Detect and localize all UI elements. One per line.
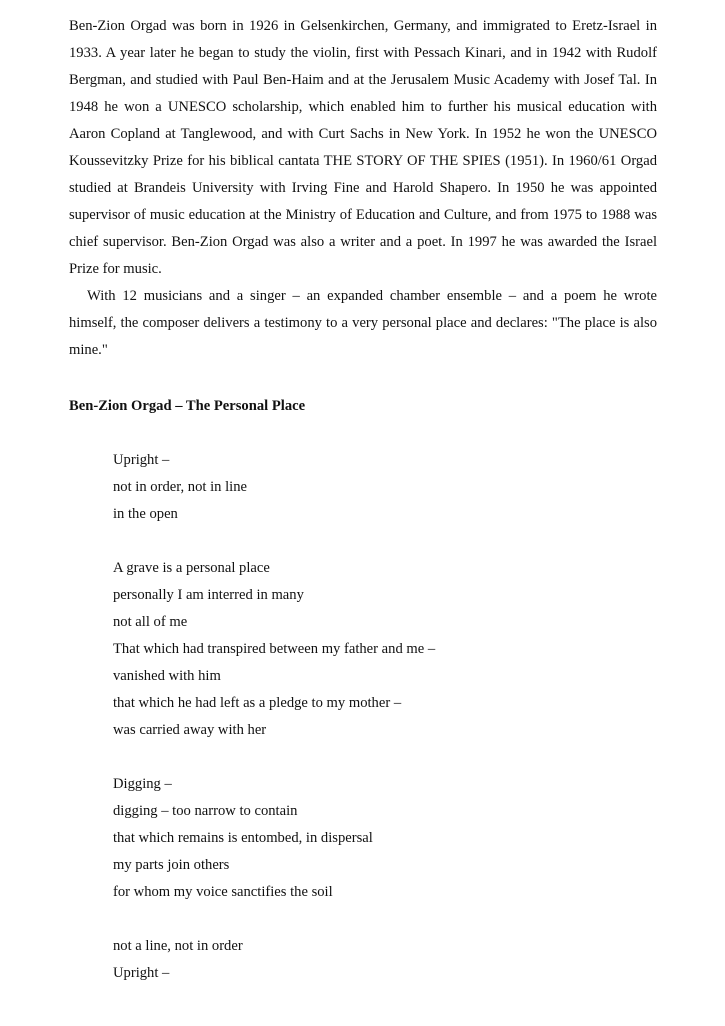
poem-line: That which had transpired between my father and me – [113, 641, 436, 657]
poem-line: not all of me [113, 614, 188, 630]
poem-line: was carried away with her [113, 722, 267, 738]
poem-stanza [113, 447, 435, 528]
poem-line: not in order, not in line [113, 479, 247, 495]
poem-line: A grave is a personal place [113, 560, 270, 576]
poem-line: Upright – [113, 965, 170, 981]
poem-line: vanished with him [113, 668, 221, 684]
poem-line: Digging – [113, 776, 172, 792]
poem-line: that which remains is entombed, in dispersal [113, 830, 373, 846]
biography-paragraph: Ben-Zion Orgad was born in 1926 in Gelsenkirchen, Germany, and immigrated to Eretz-Israel in 1933. A year later he began to study the violin, first with Pessach Kinari, and in 1942 with Rudolf Bergman, and studied with Paul Ben-Haim and at the Jerusalem Music Academy with Josef Tal. In 1948 he won a UNESCO scholarship, which enabled him to further his musical education with Aaron Copland at Tanglewood, and with Curt Sachs in New York. In 1952 he won the UNESCO Koussevitzky Prize for his biblical cantata THE STORY OF THE SPIES (1951). In 1960/61 Orgad studied at Brandeis University with Irving Fine and Harold Shapero. In 1950 he was appointed supervisor of music education at the Ministry of Education and Culture, and from 1975 to 1988 was chief supervisor. Ben-Zion Orgad was also a writer and a poet. In 1997 he was awarded the Israel Prize for music. [69, 18, 657, 277]
poem-line: my parts join others [113, 857, 230, 873]
poem-line: personally I am interred in many [113, 587, 304, 603]
biography-section [69, 13, 657, 364]
poem-stanza [113, 933, 435, 987]
poem-line: for whom my voice sanctifies the soil [113, 884, 333, 900]
poem-stanza [113, 555, 435, 744]
poem-line: Upright – [113, 452, 170, 468]
biography-paragraph: With 12 musicians and a singer – an expanded chamber ensemble – and a poem he wrote himself, the composer delivers a testimony to a very personal place and declares: "The place is also mine." [69, 288, 657, 358]
poem-title: Ben-Zion Orgad – The Personal Place [69, 398, 306, 414]
poem-line: digging – too narrow to contain [113, 803, 298, 819]
poem-body [113, 447, 435, 1014]
poem-stanza [113, 771, 435, 906]
poem-line: in the open [113, 506, 178, 522]
poem-line: not a line, not in order [113, 938, 243, 954]
poem-line: that which he had left as a pledge to my mother – [113, 695, 402, 711]
